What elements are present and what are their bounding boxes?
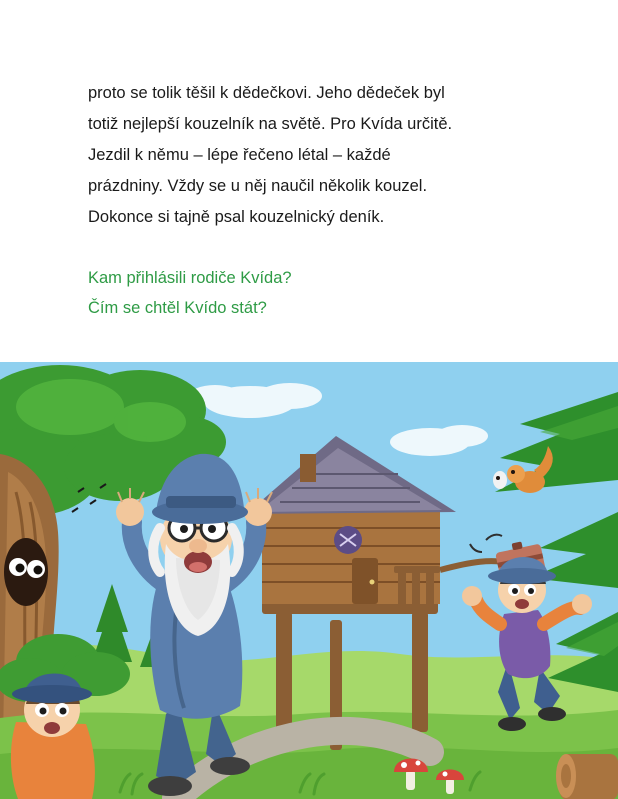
questions-block <box>88 263 540 323</box>
tree-stump <box>556 754 618 799</box>
story-line: totiž nejlepší kouzelník na světě. Pro Kvída určitě. <box>88 115 453 133</box>
illustration-svg <box>0 362 618 799</box>
story-line: Jezdil k němu – lépe řečeno létal – každé <box>88 146 391 164</box>
story-line: Dokonce si tajně psal kouzelnický deník. <box>88 208 385 226</box>
wizard-treehouse-illustration <box>0 362 618 799</box>
question-item: Kam přihlásili rodiče Kvída? <box>88 269 292 287</box>
story-text-block <box>88 78 540 323</box>
boy-left-character <box>11 673 95 799</box>
question-item: Čím se chtěl Kvído stát? <box>88 299 267 317</box>
story-line: proto se tolik těšil k dědečkovi. Jeho dědeček byl <box>88 84 445 102</box>
story-line: prázdniny. Vždy se u něj naučil několik kouzel. <box>88 177 428 195</box>
